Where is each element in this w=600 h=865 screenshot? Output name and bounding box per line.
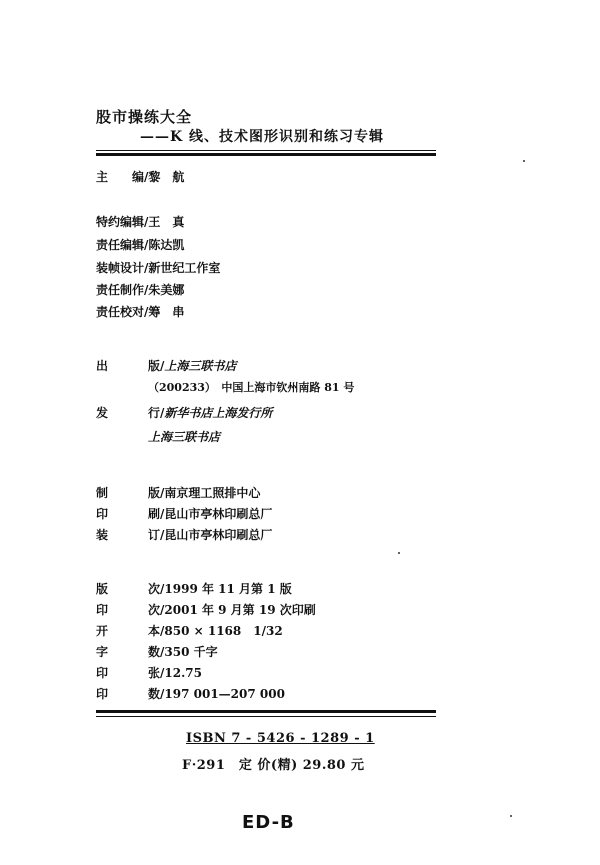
top-rule-thick [96, 153, 436, 156]
print-run-label-b: 数/ [148, 687, 165, 701]
credit-label: 特约编辑/ [96, 215, 149, 229]
bottom-rule-thin [96, 716, 436, 717]
distributor-label-a: 发 [96, 406, 109, 420]
binder-row [96, 526, 272, 543]
credit-value: 筹 串 [148, 305, 185, 319]
credit-label: 责任编辑/ [96, 238, 149, 252]
scan-speck [510, 815, 512, 817]
format-row [96, 622, 283, 639]
edition-label-b: 次/ [148, 582, 165, 596]
plate-making-row [96, 484, 260, 501]
sheets-value: 12.75 [164, 666, 202, 680]
format-label-a: 开 [96, 624, 109, 638]
credit-label: 责任制作/ [96, 283, 149, 297]
impression-label-b: 次/ [148, 603, 165, 617]
sheets-row [96, 664, 202, 681]
credit-value: 黎 航 [148, 170, 185, 184]
sheets-label-b: 张/ [148, 666, 165, 680]
book-title: 股市操练大全 [96, 108, 193, 126]
distributor-value-2: 上海三联书店 [148, 430, 221, 444]
credit-value: 新世纪工作室 [148, 261, 221, 275]
credit-value: 朱美娜 [148, 283, 185, 297]
format-value: 850 × 1168 1/32 [164, 624, 283, 638]
scan-speck [398, 552, 400, 554]
publisher-label-a: 出 [96, 359, 109, 373]
binder-label-a: 装 [96, 528, 109, 542]
distributor-row [96, 404, 272, 421]
format-label-b: 本/ [148, 624, 165, 638]
plate-making-value: 南京理工照排中心 [164, 486, 261, 500]
credit-special-editor [96, 213, 184, 230]
printer-row [96, 505, 272, 522]
printer-label-a: 印 [96, 507, 109, 521]
distributor-value: 新华书店上海发行所 [164, 406, 273, 420]
publisher-value: 上海三联书店 [164, 359, 237, 373]
publisher-label-b: 版/ [148, 359, 165, 373]
plate-making-label-a: 制 [96, 486, 109, 500]
print-run-value: 197 001—207 000 [164, 687, 285, 701]
print-run-label-a: 印 [96, 687, 109, 701]
impression-value: 2001 年 9 月第 19 次印刷 [164, 603, 316, 617]
credit-responsible-editor [96, 236, 184, 253]
edition-row [96, 580, 292, 597]
publisher-address: （200233） 中国上海市钦州南路 81 号 [148, 381, 355, 394]
sheets-label-a: 印 [96, 666, 109, 680]
isbn: ISBN 7 - 5426 - 1289 - 1 [186, 731, 375, 746]
word-count-label-b: 数/ [148, 645, 165, 659]
binder-label-b: 订/ [148, 528, 165, 542]
print-run-row [96, 685, 285, 702]
printer-value: 昆山市亭林印刷总厂 [164, 507, 273, 521]
binder-value: 昆山市亭林印刷总厂 [164, 528, 273, 542]
price: F·291 定 价(精) 29.80 元 [182, 758, 365, 773]
publisher-row [96, 357, 236, 374]
plate-making-label-b: 版/ [148, 486, 165, 500]
impression-row [96, 601, 316, 618]
credit-value: 王 真 [148, 215, 185, 229]
credit-responsible-production [96, 281, 184, 298]
credit-responsible-proofreading [96, 303, 184, 320]
word-count-row [96, 643, 218, 660]
edition-value: 1999 年 11 月第 1 版 [164, 582, 292, 596]
word-count-label-a: 字 [96, 645, 109, 659]
credit-editor-in-chief [96, 168, 184, 185]
distributor-label-b: 行/ [148, 406, 165, 420]
credit-binding-design [96, 259, 220, 276]
credit-label: 责任校对/ [96, 305, 149, 319]
edition-label-a: 版 [96, 582, 109, 596]
printer-label-b: 刷/ [148, 507, 165, 521]
book-subtitle: ——K 线、技术图形识别和练习专辑 [140, 129, 385, 145]
bottom-rule-thick [96, 710, 436, 713]
top-rule-thin [96, 150, 436, 151]
impression-label-a: 印 [96, 603, 109, 617]
word-count-value: 350 千字 [164, 645, 218, 659]
credit-label: 主 编/ [96, 170, 149, 184]
credit-label: 装帧设计/ [96, 261, 149, 275]
scan-speck [523, 160, 525, 162]
footer-code: ED-B [242, 812, 295, 833]
credit-value: 陈达凯 [148, 238, 185, 252]
